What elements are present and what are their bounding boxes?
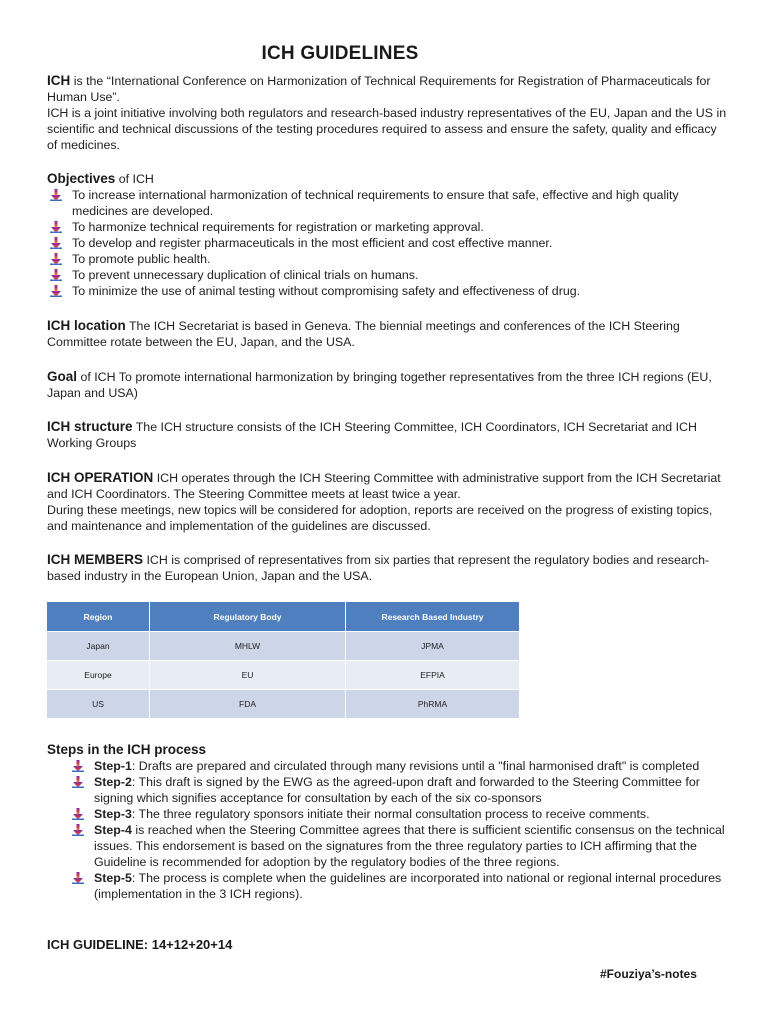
members-table xyxy=(47,602,520,718)
table-cell: Europe xyxy=(47,661,150,690)
table-cell: EU xyxy=(150,661,346,690)
members-section xyxy=(47,552,727,584)
arrow-down-bullet-icon xyxy=(50,253,62,265)
notes-credit: #Fouziya’s-notes xyxy=(600,967,697,981)
guideline-summary: ICH GUIDELINE: 14+12+20+14 xyxy=(47,937,233,952)
arrow-down-bullet-icon xyxy=(72,824,84,836)
table-header-cell: Region xyxy=(47,602,150,632)
list-item: Step-4 is reached when the Steering Committee agrees that there is sufficient scientific consensus on the technical issues. This endorsement is based on the signatures from the three regulatory parties to ICH affirming that the Guideline is recommended for adoption by the regulatory bodies of the three regions. xyxy=(69,822,727,870)
arrow-down-bullet-icon xyxy=(50,237,62,249)
intro-paragraph xyxy=(47,73,727,105)
arrow-down-bullet-icon xyxy=(72,872,84,884)
intro-text-2: ICH is a joint initiative involving both regulators and research-based industry representatives of the EU, Japan and the US in scientific and technical discussions of the testing procedures required to assess and ensure the safety, quality and efficacy of medicines. xyxy=(47,106,727,152)
table-cell: EFPIA xyxy=(346,661,520,690)
operation-text-1: ICH operates through the ICH Steering Committee with administrative support from the ICH Secretariat and ICH Coordinators. The Steering Committee meets at least twice a year. xyxy=(47,471,721,501)
location-section xyxy=(47,318,727,350)
intro-section xyxy=(47,73,727,153)
table-cell: Japan xyxy=(47,632,150,661)
table-cell: PhRMA xyxy=(346,690,520,719)
list-item: Step-3: The three regulatory sponsors initiate their normal consultation process to receive comments. xyxy=(69,806,727,822)
location-text: The ICH Secretariat is based in Geneva. The biennial meetings and conferences of the ICH Steering Committee rotate between the EU, Japan, and the USA. xyxy=(47,319,680,349)
table-header-cell: Regulatory Body xyxy=(150,602,346,632)
table-cell: JPMA xyxy=(346,632,520,661)
objectives-section xyxy=(47,171,727,299)
goal-lead: Goal xyxy=(47,369,78,384)
arrow-down-bullet-icon xyxy=(50,269,62,281)
structure-section xyxy=(47,419,727,451)
table-cell: FDA xyxy=(150,690,346,719)
structure-lead: ICH structure xyxy=(47,419,133,434)
objectives-list xyxy=(47,187,727,299)
list-item: To harmonize technical requirements for registration or marketing approval. xyxy=(47,219,727,235)
list-item: To develop and register pharmaceuticals in the most efficient and cost effective manner. xyxy=(47,235,727,251)
table-cell: MHLW xyxy=(150,632,346,661)
members-lead: ICH MEMBERS xyxy=(47,552,144,567)
list-item: Step-1: Drafts are prepared and circulated through many revisions until a "final harmonised draft" is completed xyxy=(69,758,727,774)
intro-text-1: is the “International Conference on Harmonization of Technical Requirements for Registration of Pharmaceuticals for Human Use”. xyxy=(47,74,711,104)
objectives-lead: Objectives xyxy=(47,171,116,186)
page-title: ICH GUIDELINES xyxy=(261,43,419,64)
table-row xyxy=(47,632,520,661)
structure-text: The ICH structure consists of the ICH Steering Committee, ICH Coordinators, ICH Secretariat and ICH Working Groups xyxy=(47,420,697,450)
list-item: Step-5: The process is complete when the guidelines are incorporated into national or regional internal procedures (implementation in the 3 ICH regions). xyxy=(69,870,727,902)
objectives-heading xyxy=(47,171,727,187)
operation-section xyxy=(47,470,727,534)
operation-lead: ICH OPERATION xyxy=(47,470,154,485)
list-item: To promote public health. xyxy=(47,251,727,267)
operation-text-2: During these meetings, new topics will be considered for adoption, reports are received on the progress of existing topics, and maintenance and implementation of the guidelines are discussed. xyxy=(47,503,713,533)
table-header-cell: Research Based Industry xyxy=(346,602,520,632)
table-row xyxy=(47,661,520,690)
goal-section xyxy=(47,369,727,401)
list-item: Step-2: This draft is signed by the EWG as the agreed-upon draft and forwarded to the Steering Committee for signing which signifies acceptance for consultation by each of the six co-sponsors xyxy=(69,774,727,806)
steps-list xyxy=(69,758,727,902)
table-row xyxy=(47,690,520,719)
operation-paragraph xyxy=(47,470,727,502)
intro-lead: ICH xyxy=(47,73,71,88)
list-item: To prevent unnecessary duplication of clinical trials on humans. xyxy=(47,267,727,283)
list-item: To minimize the use of animal testing without compromising safety and effectiveness of drug. xyxy=(47,283,727,299)
goal-text: of ICH To promote international harmonization by bringing together representatives from the three ICH regions (EU, Japan and USA) xyxy=(47,370,712,400)
objectives-suffix: of ICH xyxy=(115,172,154,186)
steps-heading: Steps in the ICH process xyxy=(47,742,207,757)
list-item: To increase international harmonization of technical requirements to ensure that safe, effective and high quality medicines are developed. xyxy=(47,187,727,219)
arrow-down-bullet-icon xyxy=(72,760,84,772)
arrow-down-bullet-icon xyxy=(72,776,84,788)
members-text: ICH is comprised of representatives from six parties that represent the regulatory bodies and research-based industry in the European Union, Japan and the USA. xyxy=(47,553,710,583)
arrow-down-bullet-icon xyxy=(72,808,84,820)
location-lead: ICH location xyxy=(47,318,126,333)
arrow-down-bullet-icon xyxy=(50,221,62,233)
table-header-row xyxy=(47,602,520,632)
arrow-down-bullet-icon xyxy=(50,285,62,297)
arrow-down-bullet-icon xyxy=(50,189,62,201)
steps-section xyxy=(47,742,727,902)
table-cell: US xyxy=(47,690,150,719)
